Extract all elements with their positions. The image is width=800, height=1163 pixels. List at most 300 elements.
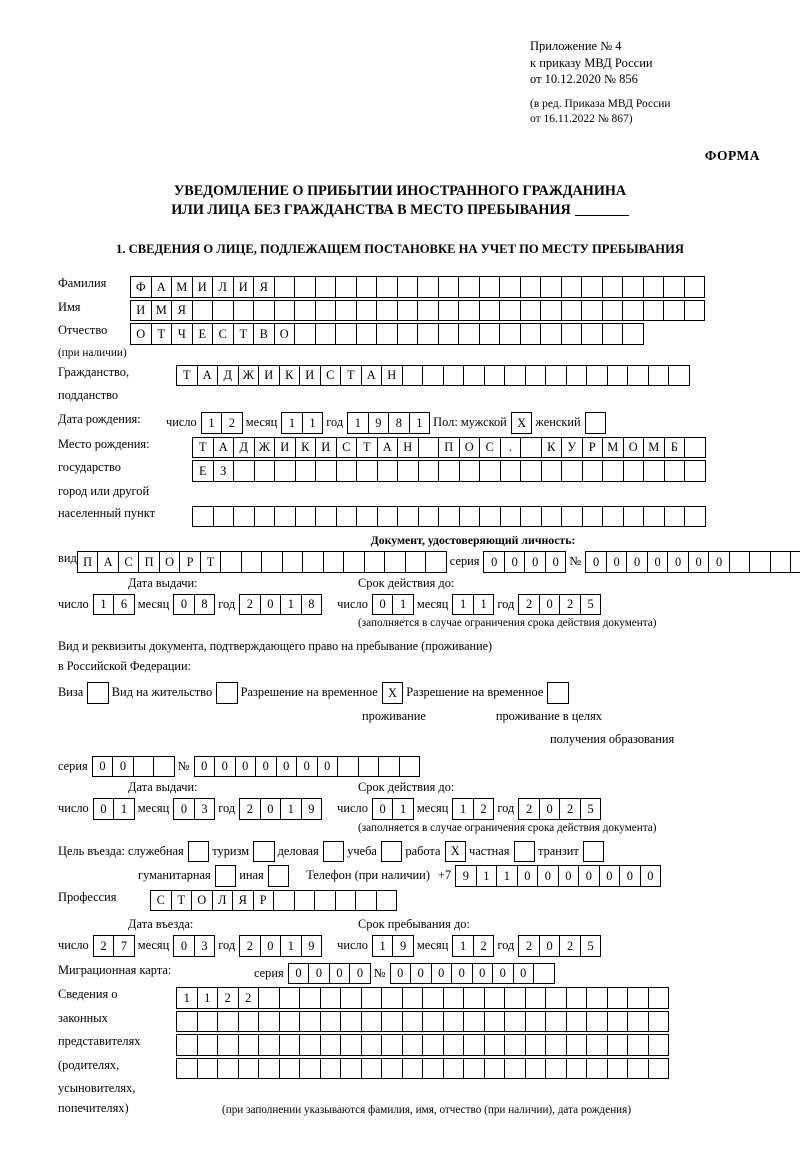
char-cell[interactable] xyxy=(381,987,403,1009)
char-cell[interactable] xyxy=(399,756,421,778)
char-cell[interactable]: 2 xyxy=(239,594,261,616)
char-cell[interactable]: О xyxy=(459,437,481,459)
char-cell[interactable] xyxy=(254,506,276,528)
char-cell[interactable]: П xyxy=(438,437,460,459)
char-cell[interactable] xyxy=(323,551,345,573)
char-cell[interactable]: Я xyxy=(232,890,254,912)
char-cell[interactable]: 0 xyxy=(173,594,195,616)
char-cell[interactable] xyxy=(520,460,542,482)
edu-residence-checkbox[interactable] xyxy=(547,682,568,704)
entry-day-cells[interactable] xyxy=(93,935,134,957)
char-cell[interactable] xyxy=(545,987,567,1009)
char-cell[interactable]: 0 xyxy=(626,551,648,573)
char-cell[interactable] xyxy=(188,841,210,863)
char-cell[interactable] xyxy=(402,1058,424,1080)
char-cell[interactable]: И xyxy=(274,437,296,459)
char-cell[interactable]: С xyxy=(150,890,172,912)
purpose-transit-checkbox[interactable] xyxy=(583,841,604,863)
char-cell[interactable] xyxy=(541,506,563,528)
char-cell[interactable] xyxy=(299,1011,321,1033)
char-cell[interactable]: 1 xyxy=(113,798,135,820)
char-cell[interactable] xyxy=(320,1034,342,1056)
char-cell[interactable] xyxy=(566,365,588,387)
char-cell[interactable] xyxy=(381,1011,403,1033)
char-cell[interactable]: О xyxy=(191,890,213,912)
char-cell[interactable]: . xyxy=(500,437,522,459)
char-cell[interactable]: 0 xyxy=(214,756,236,778)
char-cell[interactable] xyxy=(749,551,771,573)
char-cell[interactable]: С xyxy=(479,437,501,459)
char-cell[interactable] xyxy=(790,551,800,573)
char-cell[interactable]: 1 xyxy=(197,987,219,1009)
char-cell[interactable]: 0 xyxy=(619,865,641,887)
char-cell[interactable] xyxy=(479,460,501,482)
char-cell[interactable] xyxy=(361,1011,383,1033)
char-cell[interactable]: А xyxy=(197,365,219,387)
char-cell[interactable] xyxy=(581,300,603,322)
char-cell[interactable]: М xyxy=(602,437,624,459)
char-cell[interactable] xyxy=(320,1011,342,1033)
char-cell[interactable]: З xyxy=(213,460,235,482)
legal-row-3-cells[interactable] xyxy=(176,1034,668,1056)
char-cell[interactable] xyxy=(479,323,501,345)
surname-cells[interactable] xyxy=(130,276,704,298)
char-cell[interactable]: 2 xyxy=(518,594,540,616)
char-cell[interactable] xyxy=(302,551,324,573)
char-cell[interactable] xyxy=(643,506,665,528)
char-cell[interactable] xyxy=(586,365,608,387)
char-cell[interactable] xyxy=(545,1011,567,1033)
char-cell[interactable]: 0 xyxy=(255,756,277,778)
char-cell[interactable]: 0 xyxy=(539,798,561,820)
char-cell[interactable]: 3 xyxy=(194,798,216,820)
char-cell[interactable]: О xyxy=(159,551,181,573)
char-cell[interactable] xyxy=(648,1034,670,1056)
char-cell[interactable]: 5 xyxy=(580,798,602,820)
char-cell[interactable]: В xyxy=(253,323,275,345)
char-cell[interactable] xyxy=(514,841,536,863)
char-cell[interactable] xyxy=(623,460,645,482)
char-cell[interactable] xyxy=(340,1034,362,1056)
char-cell[interactable]: 0 xyxy=(647,551,669,573)
char-cell[interactable]: 9 xyxy=(301,935,323,957)
char-cell[interactable]: 1 xyxy=(280,798,302,820)
char-cell[interactable] xyxy=(586,1034,608,1056)
perm-issue-year-cells[interactable] xyxy=(239,798,321,820)
doc-valid-month-cells[interactable] xyxy=(452,594,493,616)
char-cell[interactable] xyxy=(684,276,706,298)
char-cell[interactable] xyxy=(643,300,665,322)
char-cell[interactable] xyxy=(607,1011,629,1033)
char-cell[interactable] xyxy=(295,506,317,528)
char-cell[interactable]: 1 xyxy=(452,798,474,820)
char-cell[interactable]: 0 xyxy=(492,963,514,985)
char-cell[interactable] xyxy=(233,300,255,322)
char-cell[interactable]: 1 xyxy=(409,412,431,434)
char-cell[interactable] xyxy=(525,365,547,387)
char-cell[interactable] xyxy=(376,890,398,912)
char-cell[interactable] xyxy=(397,506,419,528)
perm-valid-day-cells[interactable] xyxy=(372,798,413,820)
char-cell[interactable] xyxy=(315,323,337,345)
char-cell[interactable] xyxy=(504,365,526,387)
char-cell[interactable]: 5 xyxy=(580,594,602,616)
legal-row-1-cells[interactable] xyxy=(176,987,668,1009)
char-cell[interactable] xyxy=(299,1058,321,1080)
phone-cells[interactable] xyxy=(455,865,660,887)
char-cell[interactable] xyxy=(213,506,235,528)
char-cell[interactable] xyxy=(729,551,751,573)
char-cell[interactable]: 5 xyxy=(580,935,602,957)
residence-checkbox[interactable] xyxy=(216,682,237,704)
purpose-tourism-checkbox[interactable] xyxy=(253,841,274,863)
char-cell[interactable] xyxy=(504,1034,526,1056)
char-cell[interactable] xyxy=(602,506,624,528)
char-cell[interactable] xyxy=(484,1034,506,1056)
char-cell[interactable]: О xyxy=(274,323,296,345)
char-cell[interactable]: И xyxy=(315,437,337,459)
char-cell[interactable]: Р xyxy=(582,437,604,459)
char-cell[interactable]: 2 xyxy=(239,798,261,820)
char-cell[interactable] xyxy=(561,460,583,482)
char-cell[interactable]: 1 xyxy=(392,798,414,820)
char-cell[interactable] xyxy=(561,506,583,528)
char-cell[interactable] xyxy=(602,276,624,298)
char-cell[interactable] xyxy=(438,323,460,345)
char-cell[interactable]: 0 xyxy=(606,551,628,573)
char-cell[interactable] xyxy=(607,365,629,387)
char-cell[interactable]: 8 xyxy=(388,412,410,434)
char-cell[interactable] xyxy=(422,1058,444,1080)
char-cell[interactable] xyxy=(378,756,400,778)
char-cell[interactable]: 0 xyxy=(276,756,298,778)
char-cell[interactable]: Б xyxy=(664,437,686,459)
char-cell[interactable] xyxy=(500,460,522,482)
char-cell[interactable] xyxy=(525,987,547,1009)
sex-male-checkbox[interactable] xyxy=(511,412,532,434)
char-cell[interactable]: 0 xyxy=(451,963,473,985)
char-cell[interactable] xyxy=(314,890,336,912)
purpose-study-checkbox[interactable] xyxy=(381,841,402,863)
char-cell[interactable] xyxy=(340,1011,362,1033)
char-cell[interactable] xyxy=(233,460,255,482)
char-cell[interactable] xyxy=(417,300,439,322)
char-cell[interactable] xyxy=(176,1011,198,1033)
char-cell[interactable] xyxy=(643,276,665,298)
char-cell[interactable]: 1 xyxy=(473,594,495,616)
char-cell[interactable]: 0 xyxy=(349,963,371,985)
char-cell[interactable] xyxy=(520,506,542,528)
char-cell[interactable] xyxy=(463,1011,485,1033)
char-cell[interactable]: 1 xyxy=(281,412,303,434)
char-cell[interactable]: 0 xyxy=(688,551,710,573)
char-cell[interactable]: Т xyxy=(151,323,173,345)
char-cell[interactable] xyxy=(582,506,604,528)
char-cell[interactable]: Т xyxy=(192,437,214,459)
char-cell[interactable] xyxy=(294,276,316,298)
char-cell[interactable] xyxy=(176,1034,198,1056)
char-cell[interactable] xyxy=(274,506,296,528)
char-cell[interactable] xyxy=(422,987,444,1009)
char-cell[interactable]: Д xyxy=(217,365,239,387)
char-cell[interactable] xyxy=(607,987,629,1009)
char-cell[interactable] xyxy=(294,890,316,912)
char-cell[interactable] xyxy=(197,1011,219,1033)
char-cell[interactable]: А xyxy=(377,437,399,459)
char-cell[interactable] xyxy=(340,1058,362,1080)
char-cell[interactable] xyxy=(425,551,447,573)
char-cell[interactable]: X xyxy=(382,682,404,704)
char-cell[interactable]: А xyxy=(361,365,383,387)
char-cell[interactable] xyxy=(418,460,440,482)
char-cell[interactable]: Ф xyxy=(130,276,152,298)
char-cell[interactable]: 0 xyxy=(539,594,561,616)
purpose-other-checkbox[interactable] xyxy=(268,865,289,887)
char-cell[interactable] xyxy=(217,1011,239,1033)
char-cell[interactable]: 0 xyxy=(537,865,559,887)
char-cell[interactable] xyxy=(192,300,214,322)
char-cell[interactable] xyxy=(192,506,214,528)
char-cell[interactable] xyxy=(547,682,569,704)
doc-kind-cells[interactable] xyxy=(77,551,446,573)
doc-valid-year-cells[interactable] xyxy=(518,594,600,616)
char-cell[interactable] xyxy=(648,1058,670,1080)
purpose-humanitarian-checkbox[interactable] xyxy=(215,865,236,887)
char-cell[interactable] xyxy=(258,987,280,1009)
char-cell[interactable] xyxy=(323,841,345,863)
char-cell[interactable] xyxy=(545,1058,567,1080)
temp-residence-checkbox[interactable] xyxy=(382,682,403,704)
patronymic-cells[interactable] xyxy=(130,323,643,345)
char-cell[interactable] xyxy=(340,987,362,1009)
char-cell[interactable]: 1 xyxy=(392,594,414,616)
char-cell[interactable] xyxy=(279,1011,301,1033)
char-cell[interactable]: Т xyxy=(233,323,255,345)
doc-valid-day-cells[interactable] xyxy=(372,594,413,616)
char-cell[interactable] xyxy=(585,412,607,434)
char-cell[interactable]: Т xyxy=(171,890,193,912)
char-cell[interactable]: 0 xyxy=(431,963,453,985)
char-cell[interactable] xyxy=(648,365,670,387)
char-cell[interactable]: М xyxy=(151,300,173,322)
char-cell[interactable]: 0 xyxy=(599,865,621,887)
char-cell[interactable] xyxy=(335,300,357,322)
char-cell[interactable] xyxy=(602,460,624,482)
char-cell[interactable]: Л xyxy=(212,276,234,298)
char-cell[interactable] xyxy=(586,1011,608,1033)
char-cell[interactable]: 0 xyxy=(112,756,134,778)
char-cell[interactable] xyxy=(525,1011,547,1033)
char-cell[interactable]: И xyxy=(233,276,255,298)
char-cell[interactable] xyxy=(381,1058,403,1080)
char-cell[interactable] xyxy=(294,323,316,345)
char-cell[interactable] xyxy=(668,365,690,387)
char-cell[interactable] xyxy=(627,1034,649,1056)
doc-issue-year-cells[interactable] xyxy=(239,594,321,616)
char-cell[interactable]: 0 xyxy=(317,756,339,778)
char-cell[interactable]: 2 xyxy=(93,935,115,957)
char-cell[interactable]: С xyxy=(212,323,234,345)
char-cell[interactable]: 0 xyxy=(173,935,195,957)
char-cell[interactable]: С xyxy=(320,365,342,387)
char-cell[interactable]: 0 xyxy=(372,798,394,820)
char-cell[interactable] xyxy=(397,300,419,322)
char-cell[interactable]: 0 xyxy=(472,963,494,985)
char-cell[interactable] xyxy=(356,323,378,345)
char-cell[interactable] xyxy=(274,460,296,482)
char-cell[interactable] xyxy=(648,987,670,1009)
char-cell[interactable]: 3 xyxy=(194,935,216,957)
char-cell[interactable] xyxy=(282,551,304,573)
char-cell[interactable] xyxy=(458,276,480,298)
char-cell[interactable] xyxy=(566,1058,588,1080)
char-cell[interactable]: 6 xyxy=(113,594,135,616)
char-cell[interactable] xyxy=(356,300,378,322)
char-cell[interactable] xyxy=(418,506,440,528)
char-cell[interactable] xyxy=(602,323,624,345)
perm-valid-year-cells[interactable] xyxy=(518,798,600,820)
char-cell[interactable] xyxy=(377,460,399,482)
char-cell[interactable]: 2 xyxy=(559,798,581,820)
char-cell[interactable]: 1 xyxy=(372,935,394,957)
char-cell[interactable]: 1 xyxy=(280,594,302,616)
char-cell[interactable] xyxy=(238,1058,260,1080)
char-cell[interactable]: И xyxy=(258,365,280,387)
char-cell[interactable] xyxy=(337,756,359,778)
char-cell[interactable]: 2 xyxy=(238,987,260,1009)
char-cell[interactable]: К xyxy=(295,437,317,459)
char-cell[interactable] xyxy=(663,300,685,322)
perm-issue-month-cells[interactable] xyxy=(173,798,214,820)
char-cell[interactable]: Я xyxy=(253,276,275,298)
char-cell[interactable] xyxy=(422,1034,444,1056)
char-cell[interactable] xyxy=(315,506,337,528)
perm-number-cells[interactable] xyxy=(194,756,420,778)
char-cell[interactable]: 0 xyxy=(329,963,351,985)
char-cell[interactable] xyxy=(299,1034,321,1056)
char-cell[interactable]: 1 xyxy=(176,987,198,1009)
char-cell[interactable]: А xyxy=(97,551,119,573)
entry-month-cells[interactable] xyxy=(173,935,214,957)
char-cell[interactable]: К xyxy=(541,437,563,459)
char-cell[interactable] xyxy=(335,890,357,912)
char-cell[interactable] xyxy=(664,460,686,482)
char-cell[interactable] xyxy=(377,506,399,528)
char-cell[interactable]: П xyxy=(77,551,99,573)
char-cell[interactable]: 1 xyxy=(476,865,498,887)
char-cell[interactable] xyxy=(315,300,337,322)
char-cell[interactable] xyxy=(381,841,403,863)
char-cell[interactable] xyxy=(479,276,501,298)
char-cell[interactable] xyxy=(238,1034,260,1056)
char-cell[interactable] xyxy=(361,987,383,1009)
char-cell[interactable]: 0 xyxy=(372,594,394,616)
doc-issue-month-cells[interactable] xyxy=(173,594,214,616)
legal-row-4-cells[interactable] xyxy=(176,1058,668,1080)
char-cell[interactable] xyxy=(459,506,481,528)
char-cell[interactable] xyxy=(545,365,567,387)
char-cell[interactable]: 0 xyxy=(296,756,318,778)
char-cell[interactable] xyxy=(484,365,506,387)
char-cell[interactable] xyxy=(622,276,644,298)
char-cell[interactable] xyxy=(499,300,521,322)
char-cell[interactable]: 0 xyxy=(260,935,282,957)
char-cell[interactable] xyxy=(540,323,562,345)
char-cell[interactable] xyxy=(627,365,649,387)
char-cell[interactable] xyxy=(664,506,686,528)
char-cell[interactable]: 0 xyxy=(260,798,282,820)
purpose-business-checkbox[interactable] xyxy=(323,841,344,863)
char-cell[interactable] xyxy=(215,865,237,887)
char-cell[interactable]: Т xyxy=(340,365,362,387)
birth-month-cells[interactable] xyxy=(281,412,322,434)
char-cell[interactable] xyxy=(273,890,295,912)
char-cell[interactable] xyxy=(87,682,109,704)
char-cell[interactable]: Е xyxy=(192,460,214,482)
char-cell[interactable] xyxy=(566,1034,588,1056)
legal-row-2-cells[interactable] xyxy=(176,1011,668,1033)
char-cell[interactable]: И xyxy=(299,365,321,387)
char-cell[interactable] xyxy=(197,1034,219,1056)
char-cell[interactable] xyxy=(622,300,644,322)
char-cell[interactable] xyxy=(361,1058,383,1080)
char-cell[interactable] xyxy=(499,276,521,298)
char-cell[interactable] xyxy=(258,1011,280,1033)
char-cell[interactable]: 2 xyxy=(518,798,540,820)
char-cell[interactable] xyxy=(358,756,380,778)
char-cell[interactable] xyxy=(504,1011,526,1033)
char-cell[interactable] xyxy=(381,1034,403,1056)
char-cell[interactable]: А xyxy=(213,437,235,459)
citizenship-cells[interactable] xyxy=(176,365,689,387)
char-cell[interactable] xyxy=(336,460,358,482)
char-cell[interactable]: Е xyxy=(192,323,214,345)
char-cell[interactable] xyxy=(479,506,501,528)
purpose-official-checkbox[interactable] xyxy=(188,841,209,863)
char-cell[interactable] xyxy=(623,506,645,528)
char-cell[interactable] xyxy=(212,300,234,322)
char-cell[interactable]: 0 xyxy=(640,865,662,887)
char-cell[interactable] xyxy=(422,365,444,387)
char-cell[interactable]: М xyxy=(643,437,665,459)
char-cell[interactable]: 1 xyxy=(347,412,369,434)
char-cell[interactable] xyxy=(356,276,378,298)
char-cell[interactable] xyxy=(336,506,358,528)
char-cell[interactable]: И xyxy=(130,300,152,322)
profession-cells[interactable] xyxy=(150,890,396,912)
char-cell[interactable] xyxy=(438,276,460,298)
char-cell[interactable] xyxy=(520,437,542,459)
char-cell[interactable] xyxy=(770,551,792,573)
char-cell[interactable] xyxy=(566,1011,588,1033)
char-cell[interactable] xyxy=(364,551,386,573)
entry-year-cells[interactable] xyxy=(239,935,321,957)
char-cell[interactable]: 8 xyxy=(301,594,323,616)
char-cell[interactable] xyxy=(484,1011,506,1033)
char-cell[interactable] xyxy=(133,756,155,778)
char-cell[interactable] xyxy=(484,1058,506,1080)
char-cell[interactable]: 0 xyxy=(194,756,216,778)
birth-place-row-3-cells[interactable] xyxy=(192,506,705,528)
char-cell[interactable]: 2 xyxy=(473,798,495,820)
char-cell[interactable] xyxy=(397,323,419,345)
char-cell[interactable] xyxy=(443,1058,465,1080)
char-cell[interactable]: 9 xyxy=(301,798,323,820)
char-cell[interactable] xyxy=(438,300,460,322)
char-cell[interactable] xyxy=(582,460,604,482)
char-cell[interactable] xyxy=(384,551,406,573)
char-cell[interactable]: 0 xyxy=(517,865,539,887)
